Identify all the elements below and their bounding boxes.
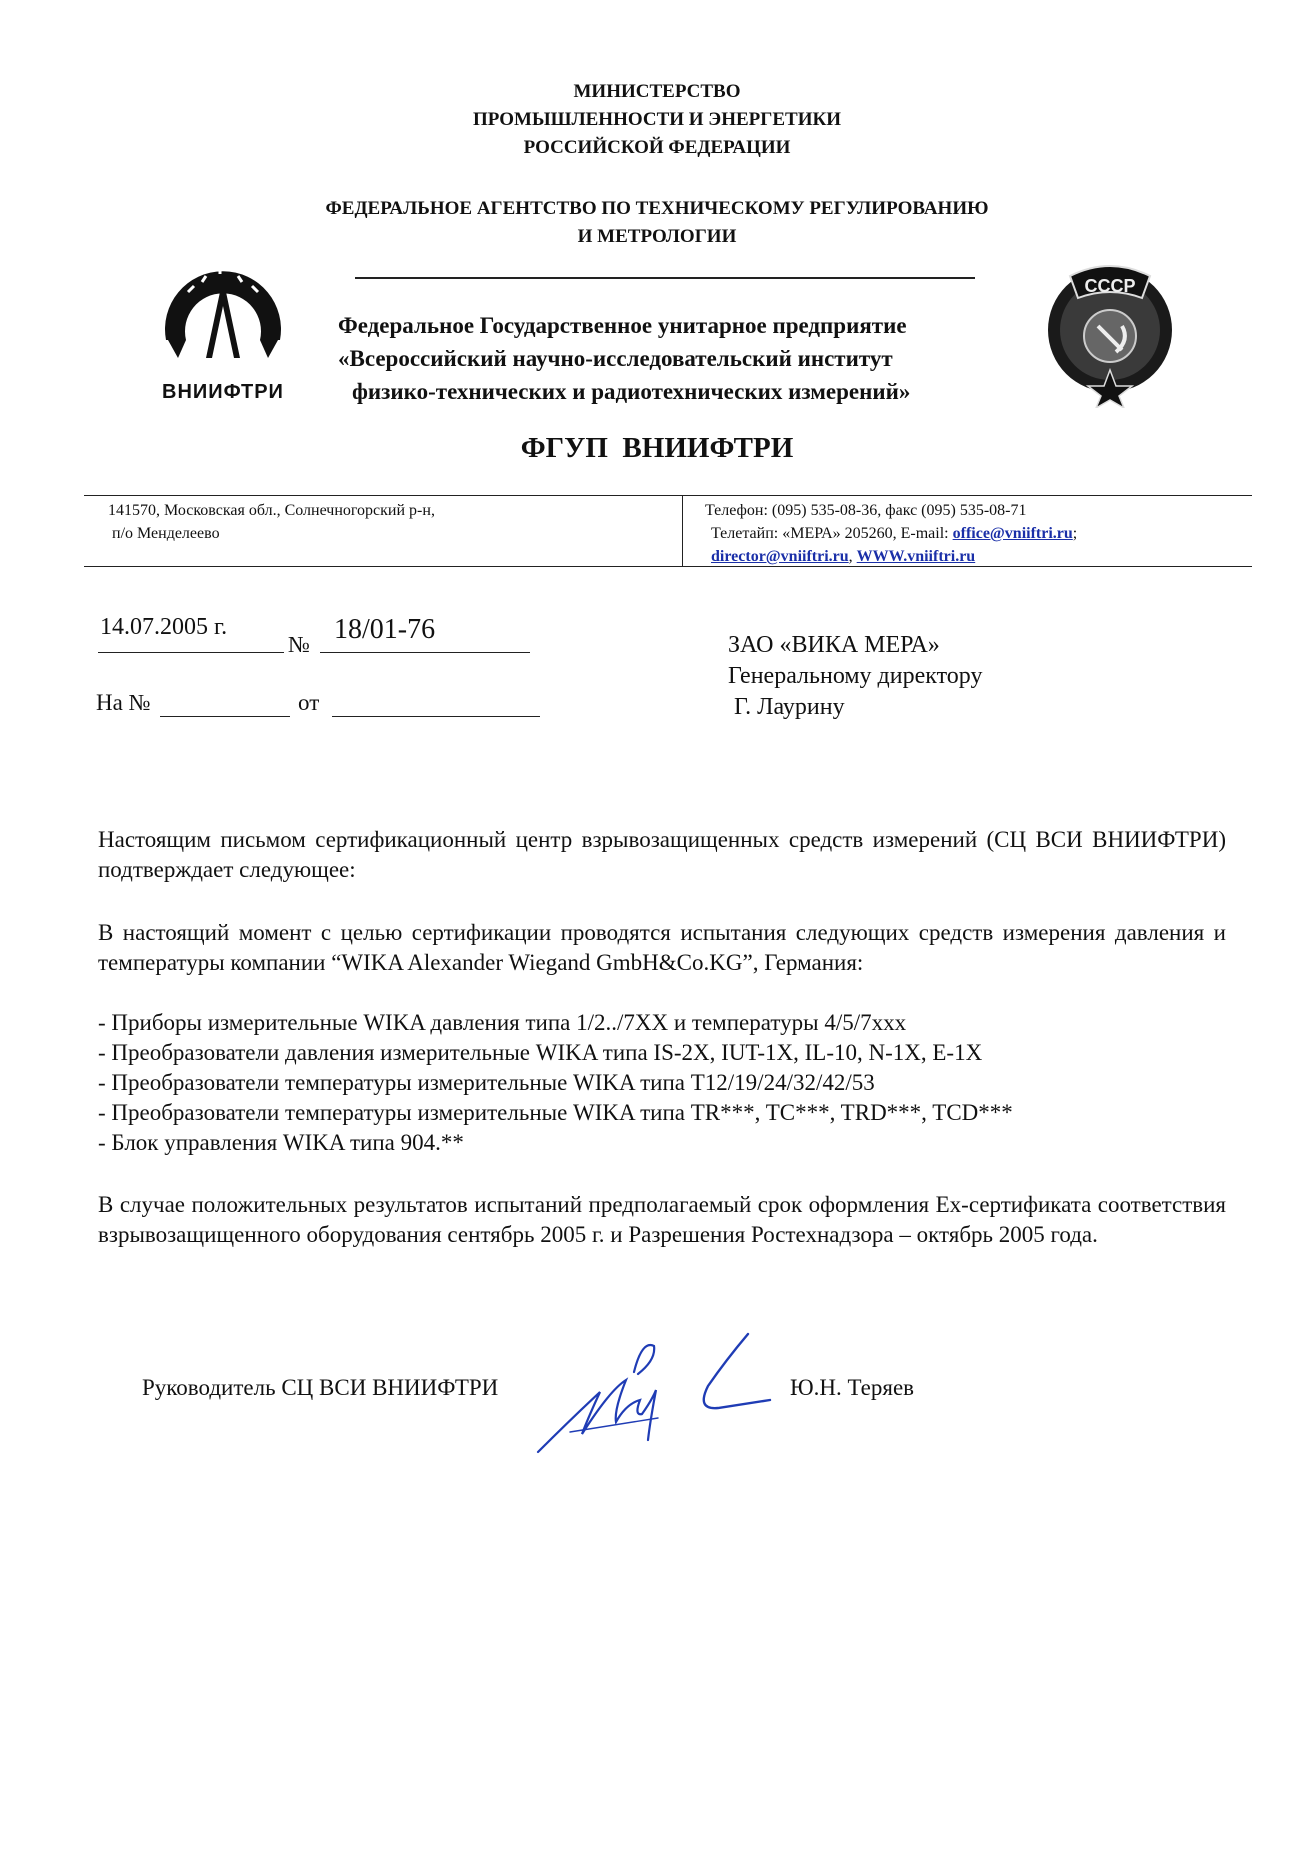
- address-line-1: 141570, Московская обл., Солнечногорский р-н,: [108, 502, 435, 519]
- email-separator: ;: [1072, 525, 1078, 542]
- letter-date: 14.07.2005 г.: [100, 614, 228, 640]
- teletype-email-line: [705, 522, 1265, 545]
- recipient-name: Г. Лаурину: [734, 694, 845, 720]
- agency-header: [0, 195, 1314, 251]
- short-name: ФГУП ВНИИФТРИ: [520, 432, 794, 464]
- list-item: - Блок управления WIKA типа 904.**: [98, 1130, 464, 1155]
- recipient: [728, 630, 982, 723]
- agency-line-2: И МЕТРОЛОГИИ: [577, 226, 737, 247]
- contact-details: [705, 499, 1265, 568]
- website-link[interactable]: WWW.vniiftri.ru: [856, 548, 976, 565]
- email-web-line: [705, 545, 1265, 568]
- vniiftri-logo-icon: [148, 262, 298, 372]
- logo-caption: ВНИИФТРИ: [162, 381, 284, 403]
- date-line: [98, 652, 284, 653]
- ministry-header: [0, 78, 1314, 162]
- letter-number: 18/01-76: [334, 614, 436, 645]
- instrument-list: [98, 1008, 1226, 1158]
- list-item: - Преобразователи температуры измерительные WIKA типа T12/19/24/32/42/53: [98, 1070, 875, 1095]
- reference-number-line: [160, 716, 290, 717]
- recipient-company: ЗАО «ВИКА МЕРА»: [728, 632, 940, 658]
- body-paragraph-2: В настоящий момент с целью сертификации проводятся испытания следующих средств измерения давления и температуры компании “WIKA Alexander Wiegand GmbH&Co.KG”, Германия:: [98, 920, 1226, 975]
- institute-line-2: «Всероссийский научно-исследовательский институт: [338, 346, 893, 371]
- handwritten-signature: [530, 1330, 780, 1460]
- reference-from-line: [332, 716, 540, 717]
- number-label: №: [288, 632, 310, 657]
- signatory-name: Ю.Н. Теряев: [790, 1375, 915, 1400]
- ussr-order-seal: [1040, 258, 1180, 408]
- institute-name: [338, 309, 1018, 408]
- signature-icon: [530, 1330, 780, 1460]
- reference-number-label: На №: [96, 690, 151, 715]
- body-paragraph-1: Настоящим письмом сертификационный центр взрывозащищенных средств измерений (СЦ ВСИ ВНИИФТРИ) подтверждает следующее:: [98, 827, 1226, 882]
- reference-from-label: от: [298, 690, 320, 715]
- postal-address: [108, 499, 668, 545]
- web-separator: ,: [848, 548, 857, 565]
- institute-line-3: физико-технических и радиотехнических измерений»: [352, 379, 911, 404]
- seal-text: СССР: [1084, 276, 1136, 296]
- list-item: - Приборы измерительные WIKA давления типа 1/2../7XX и температуры 4/5/7xxx: [98, 1010, 907, 1035]
- header-divider: [355, 277, 975, 279]
- contacts-separator: [682, 495, 683, 566]
- agency-line-1: ФЕДЕРАЛЬНОЕ АГЕНТСТВО ПО ТЕХНИЧЕСКОМУ РЕГУЛИРОВАНИЮ: [325, 198, 989, 219]
- number-line: [320, 652, 530, 653]
- teletype: Телетайп: «МЕРА» 205260, E-mail:: [711, 525, 953, 542]
- vniiftri-logo: [148, 262, 298, 402]
- signatory-position: Руководитель СЦ ВСИ ВНИИФТРИ: [142, 1375, 499, 1400]
- recipient-position: Генеральному директору: [728, 663, 983, 689]
- list-item: - Преобразователи температуры измерительные WIKA типа TR***, TC***, TRD***, TCD***: [98, 1100, 1013, 1125]
- list-item: - Преобразователи давления измерительные WIKA типа IS-2X, IUT-1X, IL-10, N-1X, E-1X: [98, 1040, 983, 1065]
- ministry-line-1: МИНИСТЕРСТВО: [573, 81, 741, 102]
- order-emblem-icon: [1040, 258, 1180, 408]
- email-office-link[interactable]: office@vniiftri.ru: [952, 525, 1073, 542]
- institute-line-1: Федеральное Государственное унитарное предприятие: [338, 313, 907, 338]
- contacts-top-rule: [84, 495, 1252, 496]
- phone-fax: Телефон: (095) 535-08-36, факс (095) 535-08-71: [705, 502, 1027, 519]
- ministry-line-2: ПРОМЫШЛЕННОСТИ И ЭНЕРГЕТИКИ: [472, 109, 842, 130]
- body-paragraph-3: В случае положительных результатов испытаний предполагаемый срок оформления Ех-сертификата соответствия взрывозащищенного оборудования сентябрь 2005 г. и Разрешения Ростехнадзора – октябрь 2005 года.: [98, 1192, 1226, 1247]
- address-line-2: п/о Менделеево: [112, 525, 220, 542]
- email-director-link[interactable]: director@vniiftri.ru: [711, 548, 849, 565]
- ministry-line-3: РОССИЙСКОЙ ФЕДЕРАЦИИ: [523, 137, 791, 158]
